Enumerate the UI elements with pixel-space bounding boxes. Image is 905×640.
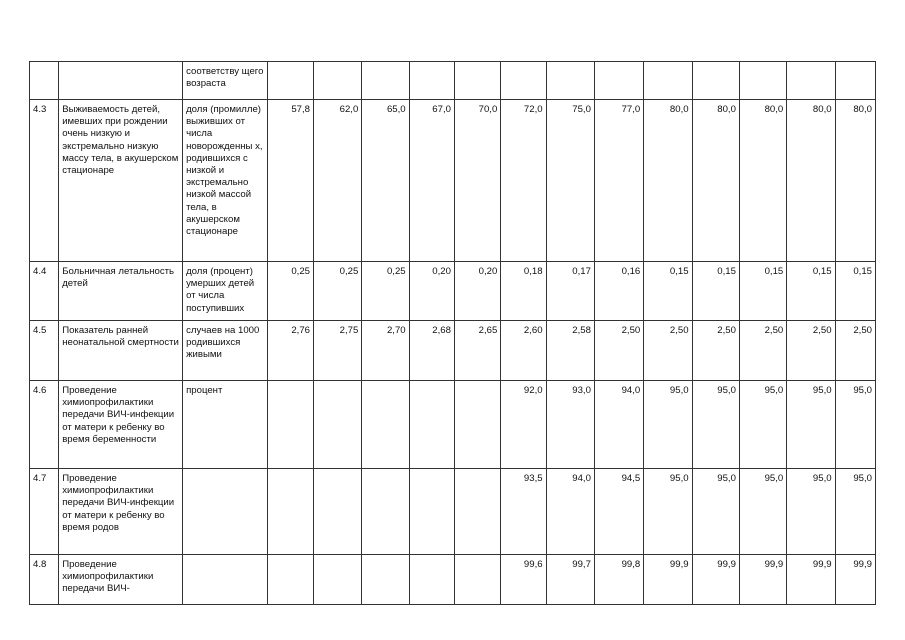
value-cell: 95,0 [692, 469, 739, 555]
value-cell [362, 555, 409, 605]
value-cell: 0,16 [594, 262, 643, 321]
value-cell [692, 62, 739, 100]
value-cell [454, 555, 500, 605]
value-cell: 99,9 [644, 555, 692, 605]
value-cell: 95,0 [739, 381, 786, 469]
value-cell [409, 555, 454, 605]
value-cell [787, 62, 835, 100]
value-cell: 2,65 [454, 321, 500, 381]
value-cell: 0,15 [644, 262, 692, 321]
value-cell [594, 62, 643, 100]
value-cell: 99,9 [739, 555, 786, 605]
value-cell [314, 381, 362, 469]
row-number-cell: 4.6 [30, 381, 59, 469]
indicator-name-cell: Выживаемость детей, имевших при рождении очень низкую и экстремально низкую массу тела, в акушерском стационаре [59, 100, 183, 262]
unit-cell: случаев на 1000 родившихся живыми [183, 321, 268, 381]
value-cell: 0,15 [739, 262, 786, 321]
value-cell [739, 62, 786, 100]
value-cell: 72,0 [501, 100, 546, 262]
value-cell: 99,6 [501, 555, 546, 605]
value-cell: 2,50 [739, 321, 786, 381]
value-cell [314, 62, 362, 100]
value-cell: 95,0 [644, 469, 692, 555]
value-cell: 2,75 [314, 321, 362, 381]
value-cell: 57,8 [267, 100, 313, 262]
value-cell: 2,50 [787, 321, 835, 381]
value-cell: 92,0 [501, 381, 546, 469]
value-cell: 94,5 [594, 469, 643, 555]
value-cell [267, 469, 313, 555]
value-cell [409, 469, 454, 555]
value-cell: 94,0 [546, 469, 594, 555]
value-cell [314, 555, 362, 605]
value-cell: 77,0 [594, 100, 643, 262]
unit-cell: доля (промилле) выживших от числа новорожденны х, родившихся с низкой и экстремально низкой массой тела, в акушерском стационаре [183, 100, 268, 262]
value-cell: 0,17 [546, 262, 594, 321]
value-cell: 0,15 [787, 262, 835, 321]
value-cell: 80,0 [739, 100, 786, 262]
table-row [30, 381, 876, 469]
value-cell: 0,15 [692, 262, 739, 321]
value-cell: 70,0 [454, 100, 500, 262]
value-cell: 80,0 [835, 100, 875, 262]
value-cell: 95,0 [787, 469, 835, 555]
value-cell [409, 381, 454, 469]
value-cell: 95,0 [739, 469, 786, 555]
indicator-name-cell: Больничная летальность детей [59, 262, 183, 321]
value-cell: 99,7 [546, 555, 594, 605]
value-cell: 2,58 [546, 321, 594, 381]
value-cell [267, 555, 313, 605]
value-cell: 80,0 [787, 100, 835, 262]
value-cell: 95,0 [787, 381, 835, 469]
value-cell [409, 62, 454, 100]
indicator-name-cell: Показатель ранней неонатальной смертности [59, 321, 183, 381]
value-cell: 67,0 [409, 100, 454, 262]
value-cell: 95,0 [835, 469, 875, 555]
value-cell: 99,9 [787, 555, 835, 605]
value-cell [835, 62, 875, 100]
unit-cell [183, 555, 268, 605]
value-cell: 0,18 [501, 262, 546, 321]
value-cell: 65,0 [362, 100, 409, 262]
value-cell [501, 62, 546, 100]
unit-cell: соответству щего возраста [183, 62, 268, 100]
value-cell: 99,8 [594, 555, 643, 605]
value-cell [362, 469, 409, 555]
table-row [30, 469, 876, 555]
value-cell: 2,60 [501, 321, 546, 381]
value-cell [644, 62, 692, 100]
value-cell [454, 381, 500, 469]
value-cell: 93,5 [501, 469, 546, 555]
value-cell: 94,0 [594, 381, 643, 469]
value-cell: 2,50 [835, 321, 875, 381]
table-row [30, 100, 876, 262]
indicator-name-cell: Проведение химиопрофилактики передачи ВИЧ-инфекции от матери к ребенку во время беременности [59, 381, 183, 469]
value-cell: 95,0 [644, 381, 692, 469]
unit-cell [183, 469, 268, 555]
value-cell: 2,76 [267, 321, 313, 381]
value-cell: 62,0 [314, 100, 362, 262]
value-cell: 0,25 [362, 262, 409, 321]
indicator-name-cell: Проведение химиопрофилактики передачи ВИЧ- [59, 555, 183, 605]
table-row [30, 62, 876, 100]
row-number-cell: 4.7 [30, 469, 59, 555]
value-cell: 2,70 [362, 321, 409, 381]
indicator-name-cell [59, 62, 183, 100]
indicators-table [29, 61, 876, 605]
value-cell [454, 469, 500, 555]
value-cell: 0,25 [314, 262, 362, 321]
value-cell: 0,15 [835, 262, 875, 321]
value-cell [546, 62, 594, 100]
value-cell: 95,0 [835, 381, 875, 469]
value-cell: 0,20 [409, 262, 454, 321]
indicator-name-cell: Проведение химиопрофилактики передачи ВИЧ-инфекции от матери к ребенку во время родов [59, 469, 183, 555]
value-cell: 93,0 [546, 381, 594, 469]
value-cell [267, 62, 313, 100]
table-row [30, 262, 876, 321]
value-cell: 2,68 [409, 321, 454, 381]
value-cell [362, 381, 409, 469]
row-number-cell [30, 62, 59, 100]
value-cell: 2,50 [594, 321, 643, 381]
value-cell [454, 62, 500, 100]
value-cell: 0,25 [267, 262, 313, 321]
value-cell: 2,50 [692, 321, 739, 381]
value-cell: 2,50 [644, 321, 692, 381]
value-cell: 0,20 [454, 262, 500, 321]
value-cell: 80,0 [644, 100, 692, 262]
value-cell [314, 469, 362, 555]
table-row [30, 321, 876, 381]
row-number-cell: 4.3 [30, 100, 59, 262]
value-cell [267, 381, 313, 469]
value-cell: 75,0 [546, 100, 594, 262]
unit-cell: доля (процент) умерших детей от числа поступивших [183, 262, 268, 321]
value-cell [362, 62, 409, 100]
row-number-cell: 4.4 [30, 262, 59, 321]
value-cell: 95,0 [692, 381, 739, 469]
table-row [30, 555, 876, 605]
row-number-cell: 4.8 [30, 555, 59, 605]
value-cell: 99,9 [692, 555, 739, 605]
unit-cell: процент [183, 381, 268, 469]
row-number-cell: 4.5 [30, 321, 59, 381]
value-cell: 80,0 [692, 100, 739, 262]
value-cell: 99,9 [835, 555, 875, 605]
